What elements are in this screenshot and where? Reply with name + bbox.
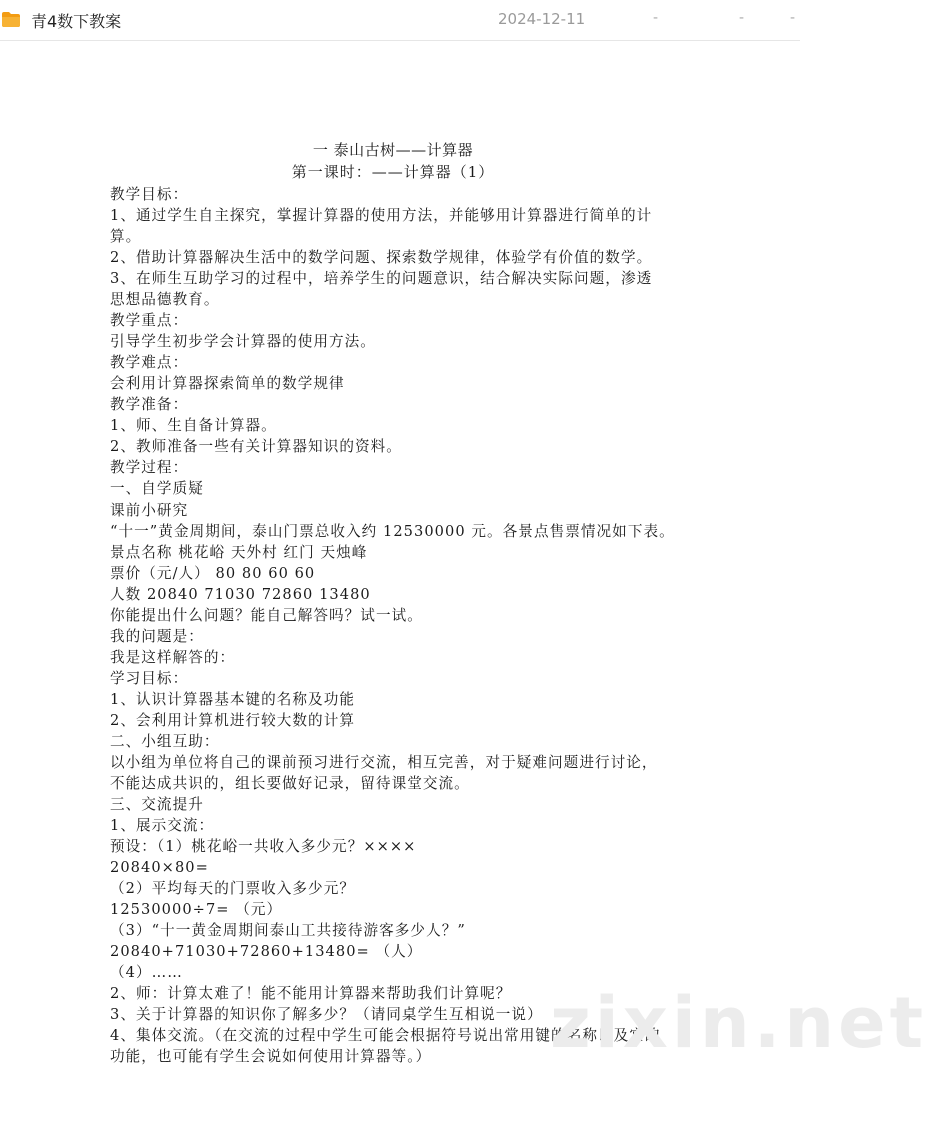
body-line: （4）…… — [110, 964, 183, 981]
body-line: 3、在师生互助学习的过程中，培养学生的问题意识，结合解决实际问题，渗透 — [110, 270, 653, 287]
body-line: 1、认识计算器基本键的名称及功能 — [110, 691, 355, 708]
body-line: 三、交流提升 — [110, 796, 204, 813]
watermark: zixin.net — [550, 982, 927, 1064]
body-line: 不能达成共识的，组长要做好记录，留待课堂交流。 — [110, 775, 470, 792]
top-bar — [0, 0, 800, 41]
separator-dash: - — [790, 10, 796, 26]
body-line: 20840+71030+72860+13480= （人） — [110, 943, 423, 960]
body-line: 1、通过学生自主探究，掌握计算器的使用方法，并能够用计算器进行简单的计 — [110, 207, 653, 224]
body-line: 1、师、生自备计算器。 — [110, 417, 277, 434]
body-line: 会利用计算器探索简单的数学规律 — [110, 375, 345, 392]
body-line: 教学难点： — [110, 354, 189, 371]
body-line: 一、自学质疑 — [110, 480, 204, 497]
body-line: 你能提出什么问题？能自己解答吗？试一试。 — [110, 607, 423, 624]
body-line: 功能，也可能有学生会说如何使用计算器等。） — [110, 1048, 432, 1065]
body-line: 二、小组互助： — [110, 733, 220, 750]
body-line: 我是这样解答的： — [110, 649, 236, 666]
separator-dash: - — [739, 10, 745, 26]
body-line: 2、会利用计算机进行较大数的计算 — [110, 712, 355, 729]
body-line: 预设：（1）桃花峪一共收入多少元？×××× — [110, 838, 417, 855]
body-line: 学习目标： — [110, 670, 189, 687]
body-line: （3）“十一黄金周期间泰山工共接待游客多少人？” — [110, 922, 466, 939]
body-line: 2、师：计算太难了！能不能用计算器来帮助我们计算呢？ — [110, 985, 512, 1002]
body-line: 教学过程： — [110, 459, 189, 476]
body-line: “十一”黄金周期间，泰山门票总收入约 12530000 元。各景点售票情况如下表。 — [110, 523, 675, 540]
separator-dash: - — [653, 10, 659, 26]
body-line: 景点名称 桃花峪 天外村 红门 天烛峰 — [110, 544, 368, 561]
body-line: 2、借助计算器解决生活中的数学问题、探索数学规律，体验学有价值的数学。 — [110, 249, 653, 266]
body-line: 人数 20840 71030 72860 13480 — [110, 586, 371, 603]
body-line: 20840×80= — [110, 859, 209, 876]
body-line: 1、展示交流： — [110, 817, 215, 834]
body-line: 票价（元/人） 80 80 60 60 — [110, 565, 316, 582]
folder-icon — [2, 12, 20, 27]
body-line: （2）平均每天的门票收入多少元？ — [110, 880, 355, 897]
body-line: 3、关于计算器的知识你了解多少？（请同桌学生互相说一说） — [110, 1006, 543, 1023]
body-line: 课前小研究 — [110, 502, 189, 519]
document-page — [0, 40, 800, 1137]
body-line: 12530000÷7= （元） — [110, 901, 283, 918]
body-line: 以小组为单位将自己的课前预习进行交流，相互完善，对于疑难问题进行讨论， — [110, 754, 658, 771]
body-line: 2、教师准备一些有关计算器知识的资料。 — [110, 438, 402, 455]
document-title[interactable]: 青4数下教案 — [31, 12, 122, 31]
body-line: 算。 — [110, 228, 142, 245]
body-line: 教学目标： — [110, 186, 189, 203]
lesson-title: 一 泰山古树——计算器 — [312, 141, 474, 159]
body-line: 引导学生初步学会计算器的使用方法。 — [110, 333, 376, 350]
lesson-subtitle: 第一课时：——计算器（1） — [291, 163, 495, 181]
document-date: 2024-12-11 — [498, 10, 586, 28]
body-line: 我的问题是： — [110, 628, 204, 645]
body-line: 4、集体交流。（在交流的过程中学生可能会根据符号说出常用键的名称以及它的 — [110, 1027, 661, 1044]
body-line: 教学重点： — [110, 312, 189, 329]
body-line: 思想品德教育。 — [110, 291, 220, 308]
body-line: 教学准备： — [110, 396, 189, 413]
